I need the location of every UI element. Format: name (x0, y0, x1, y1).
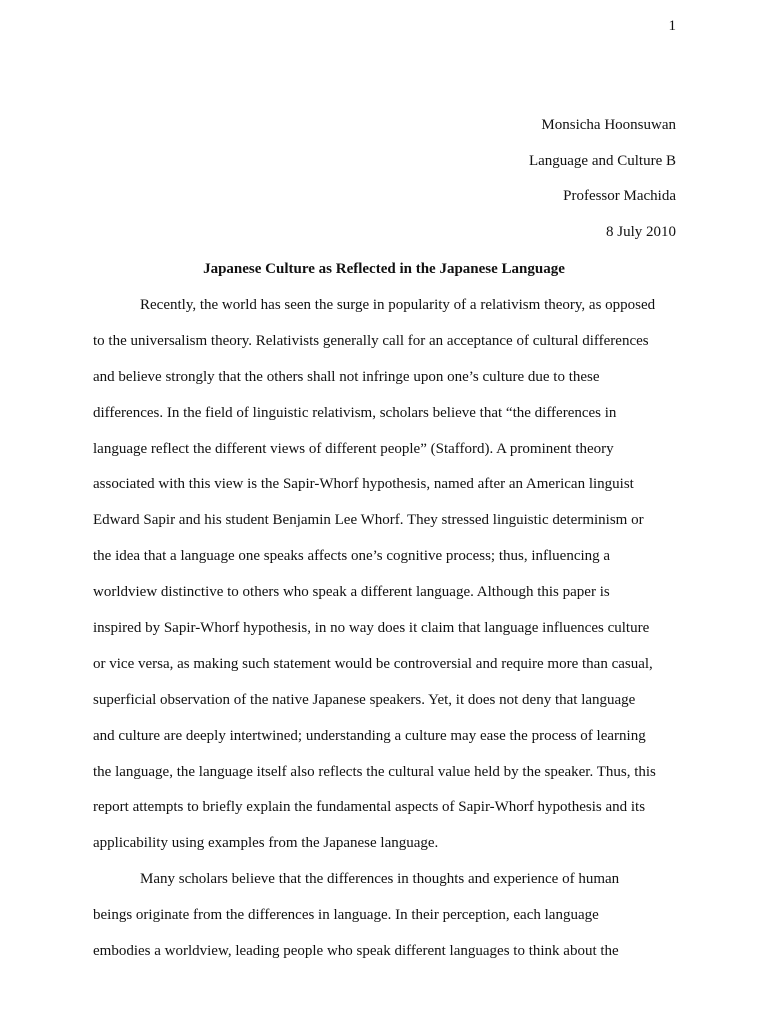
text-line: associated with this view is the Sapir-Whorf hypothesis, named after an American linguist (93, 476, 634, 493)
text-line: worldview distinctive to others who speak a different language. Although this paper is (93, 584, 610, 601)
text-line: the idea that a language one speaks affects one’s cognitive process; thus, influencing a (93, 548, 611, 565)
page-number: 1 (668, 18, 676, 34)
text-line: and culture are deeply intertwined; understanding a culture may ease the process of learning (93, 727, 646, 744)
text-line: Many scholars believe that the differences in thoughts and experience of human (140, 871, 620, 888)
text-line: Recently, the world has seen the surge in popularity of a relativism theory, as opposed (140, 297, 656, 313)
text-line: language reflect the different views of different people” (Stafford). A prominent theory (93, 440, 614, 457)
text-line: the language, the language itself also reflects the cultural value held by the speaker. Thus, this (93, 763, 656, 780)
author-heading (529, 114, 676, 256)
text-line: report attempts to briefly explain the fundamental aspects of Sapir-Whorf hypothesis and its (93, 799, 646, 816)
text-line: embodies a worldview, leading people who speak different languages to think about the (93, 943, 619, 960)
author-name: Monsicha Hoonsuwan (541, 117, 676, 133)
text-line: or vice versa, as making such statement would be controversial and require more than casual, (93, 655, 653, 672)
paragraph-1 (93, 294, 679, 868)
paper-date: 8 July 2010 (605, 223, 676, 240)
text-line: differences. In the field of linguistic relativism, scholars believe that “the differences in (93, 404, 617, 421)
course-name: Language and Culture B (528, 152, 676, 169)
body-text (93, 294, 679, 976)
professor-name: Professor Machida (563, 188, 676, 204)
text-line: inspired by Sapir-Whorf hypothesis, in no way does it claim that language influences culture (93, 620, 650, 637)
text-line: to the universalism theory. Relativists generally call for an acceptance of cultural differences (93, 332, 649, 349)
text-line: applicability using examples from the Japanese language. (93, 835, 439, 852)
text-line: and believe strongly that the others shall not infringe upon one’s culture due to these (93, 368, 600, 385)
text-line: superficial observation of the native Japanese speakers. Yet, it does not deny that language (93, 691, 636, 708)
text-line: Edward Sapir and his student Benjamin Lee Whorf. They stressed linguistic determinism or (93, 512, 644, 529)
paragraph-2 (93, 868, 679, 976)
paper-title: Japanese Culture as Reflected in the Japanese Language (203, 261, 565, 277)
text-line: beings originate from the differences in language. In their perception, each language (93, 907, 599, 924)
